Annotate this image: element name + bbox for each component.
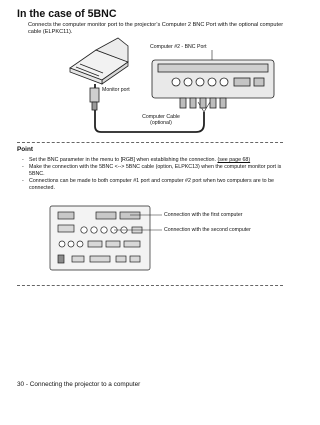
terminal-panel-diagram <box>0 200 300 280</box>
see-page-link[interactable]: (see page 68) <box>217 157 251 163</box>
section-title: In the case of 5BNC <box>17 8 117 20</box>
bnc-plugs <box>180 98 226 108</box>
page-footer: 30 - Connecting the projector to a computer <box>17 381 141 388</box>
cable-label: Computer Cable <box>142 114 180 120</box>
terminal-panel <box>50 206 150 270</box>
point-top-divider <box>17 142 283 143</box>
point-list <box>22 157 286 192</box>
laptop-illustration <box>70 38 128 84</box>
callout-second: Connection with the second computer <box>164 227 251 233</box>
projector-back-panel <box>152 60 274 108</box>
cable-sublabel: (optional) <box>150 120 172 126</box>
callout-first: Connection with the first computer <box>164 212 243 218</box>
port-label: Computer #2 - BNC Port <box>150 44 207 50</box>
point-item: - Set the BNC parameter in the menu to [RGB] when establishing the connection. (see page 68) <box>22 157 251 163</box>
point-item: - Make the connection with the 5BNC <--> 5BNC cable (option, ELPKC13) when the computer monitor port is 5BNC. <box>22 164 282 177</box>
point-bottom-divider <box>17 285 283 286</box>
section-intro: Connects the computer monitor port to the projector’s Computer 2 BNC Port with the optional computer cable (ELPKC11). <box>28 22 284 36</box>
monitor-port-connector <box>90 88 99 110</box>
point-item: - Connections can be made to both computer #1 port and computer #2 port when two computers are to be connected. <box>22 178 274 191</box>
monitor-port-label: Monitor port <box>102 87 130 93</box>
point-heading: Point <box>17 146 33 153</box>
